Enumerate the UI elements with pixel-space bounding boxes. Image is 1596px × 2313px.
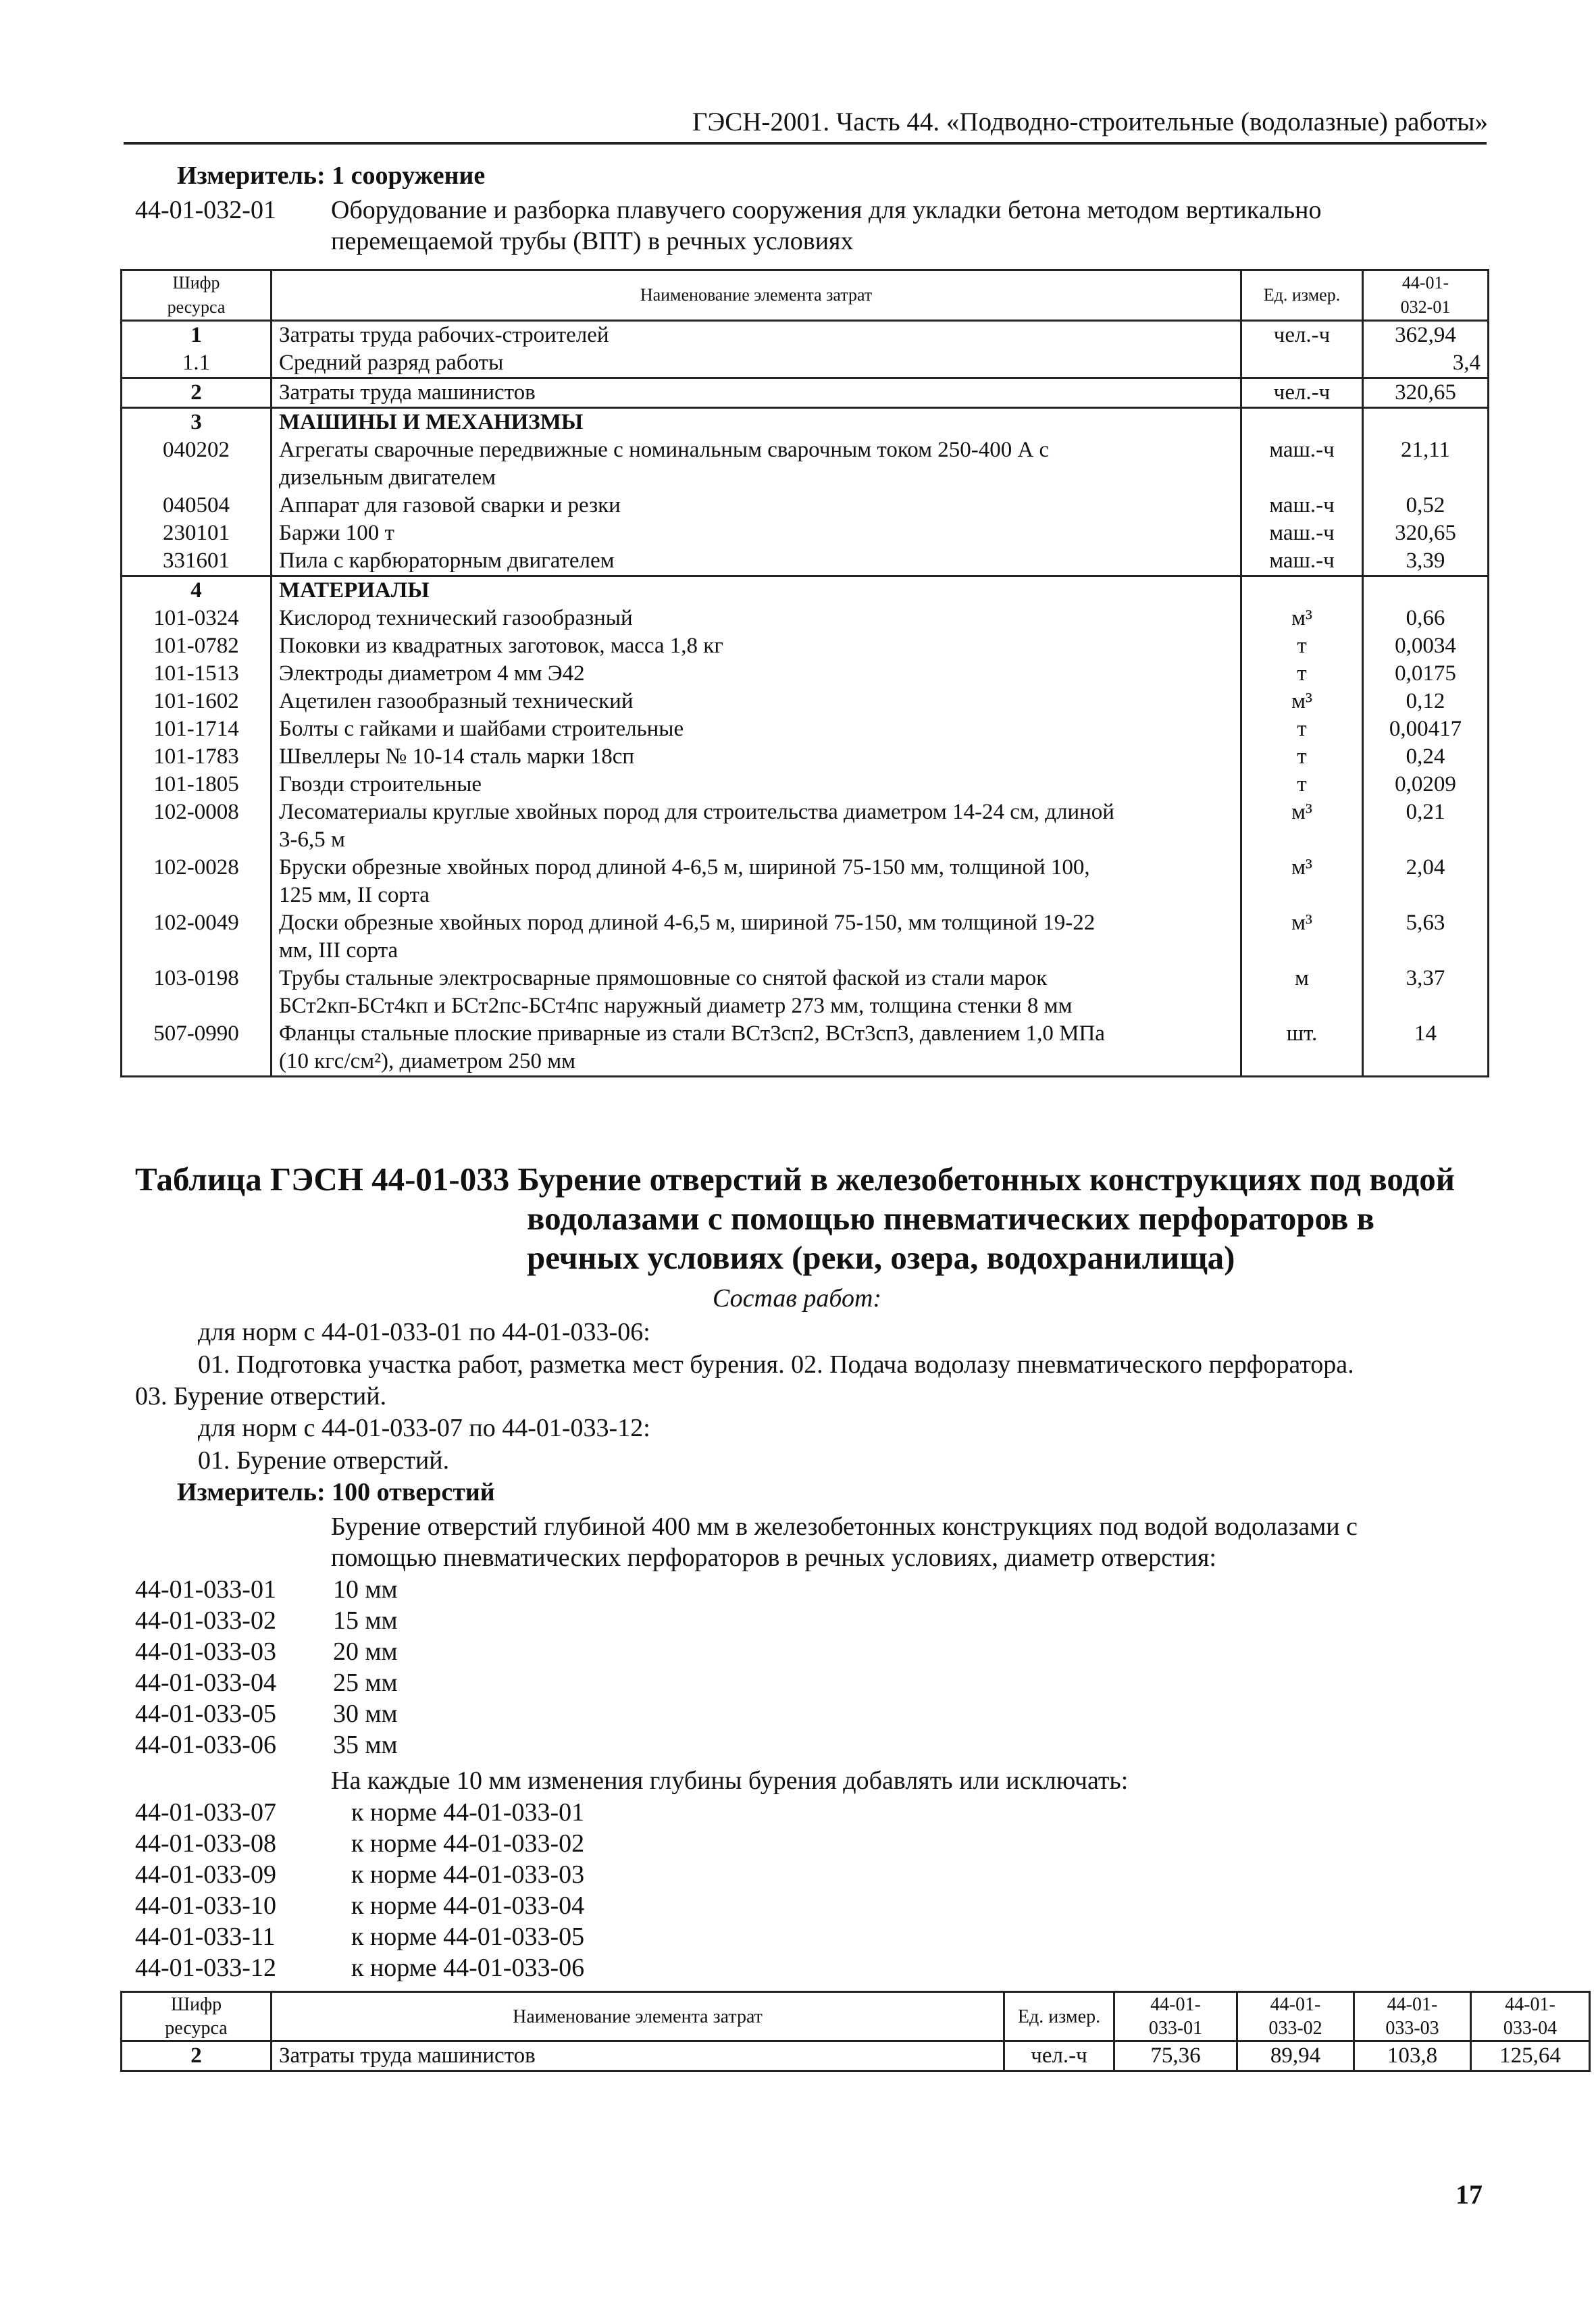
list-item-code: 44-01-033-12 <box>135 1954 276 1982</box>
section2-description-line1: Бурение отверстий глубиной 400 мм в железобетонных конструкциях под водой водолазами с <box>331 1513 1358 1541</box>
list-item-text: к норме 44-01-033-03 <box>351 1860 585 1889</box>
table-row: 331601 Пила с карбюраторным двигателем маш.-ч 3,39 <box>122 547 1489 576</box>
list-item-code: 44-01-033-01 <box>135 1575 276 1604</box>
list-item-text: 25 мм <box>333 1669 398 1697</box>
norm-texts-a <box>333 1574 398 1760</box>
table-row: 101-0324 Кислород технический газообразный м³ 0,66 <box>122 605 1489 632</box>
section1-description-line1: Оборудование и разборка плавучего сооружения для укладки бетона методом вертикально <box>331 196 1322 224</box>
list-item-text: к норме 44-01-033-04 <box>351 1891 585 1920</box>
table-row: 040504 Аппарат для газовой сварки и резки маш.-ч 0,52 <box>122 492 1489 519</box>
norms-range-2: для норм с 44-01-033-07 по 44-01-033-12: <box>198 1414 650 1442</box>
list-item-code: 44-01-033-07 <box>135 1798 276 1827</box>
norms-range-1: для норм с 44-01-033-01 по 44-01-033-06: <box>198 1318 650 1346</box>
col-header-norm-1: 44-01- 033-01 <box>1114 1992 1237 2041</box>
col-header-unit: Ед. измер. <box>1004 1992 1114 2041</box>
list-item-text: к норме 44-01-033-02 <box>351 1829 585 1858</box>
list-item-code: 44-01-033-09 <box>135 1860 276 1889</box>
table-row: 103-0198 Трубы стальные электросварные прямошовные со снятой фаской из стали марок БСт2кп-БСт4кп и БСт2пс-БСт4пс наружный диаметр 273 мм, толщина стенки 8 мм м 3,37 <box>122 965 1489 1020</box>
list-item-text: 10 мм <box>333 1575 398 1604</box>
list-item-code: 44-01-033-08 <box>135 1829 276 1858</box>
list-item-code: 44-01-033-10 <box>135 1891 276 1920</box>
table-row: 101-0782 Поковки из квадратных заготовок, масса 1,8 кг т 0,0034 <box>122 632 1489 660</box>
section2-description <box>331 1511 1358 1573</box>
list-item-text: к норме 44-01-033-06 <box>351 1954 585 1982</box>
list-item-text: 35 мм <box>333 1731 398 1759</box>
table-row: 2 Затраты труда машинистов чел.-ч 75,36 89,94 103,8 125,64 <box>122 2041 1590 2071</box>
header-divider <box>124 142 1487 145</box>
operations-1b: 03. Бурение отверстий. <box>135 1382 387 1410</box>
section2-meter: Измеритель: 100 отверстий <box>177 1478 495 1506</box>
table-row: 101-1513 Электроды диаметром 4 мм Э42 т 0,0175 <box>122 660 1489 688</box>
col-header-unit: Ед. измер. <box>1241 270 1363 321</box>
section2-description-line2: помощью пневматических перфораторов в речных условиях, диаметр отверстия: <box>331 1544 1216 1572</box>
col-header-norm-4: 44-01- 033-04 <box>1471 1992 1590 2041</box>
table-row: 101-1805 Гвозди строительные т 0,0209 <box>122 771 1489 798</box>
col-header-norm-2: 44-01- 033-02 <box>1237 1992 1354 2041</box>
section2-title <box>135 1160 1479 1277</box>
list-item-code: 44-01-033-03 <box>135 1637 276 1666</box>
table-row: 101-1714 Болты с гайками и шайбами строительные т 0,00417 <box>122 715 1489 743</box>
list-item-text: к норме 44-01-033-01 <box>351 1798 585 1827</box>
list-item-code: 44-01-033-04 <box>135 1669 276 1697</box>
norm-texts-b <box>351 1797 584 1983</box>
col-header-name: Наименование элемента затрат <box>272 1992 1004 2041</box>
table-row: 3 МАШИНЫ И МЕХАНИЗМЫ <box>122 408 1489 437</box>
table-row: 2 Затраты труда машинистов чел.-ч 320,65 <box>122 378 1489 408</box>
norm-codes-b <box>135 1797 276 1983</box>
list-item-code: 44-01-033-06 <box>135 1731 276 1759</box>
depth-note: На каждые 10 мм изменения глубины бурения добавлять или исключать: <box>331 1766 1129 1795</box>
table-row: 102-0008 Лесоматериалы круглые хвойных пород для строительства диаметром 14-24 см, длиной 3-6,5 м м³ 0,21 <box>122 798 1489 854</box>
section1-meter: Измеритель: 1 сооружение <box>177 161 486 190</box>
list-item-text: 20 мм <box>333 1637 398 1666</box>
table-row: 102-0049 Доски обрезные хвойных пород длиной 4-6,5 м, шириной 75-150, мм толщиной 19-22 мм, III сорта м³ 5,63 <box>122 909 1489 965</box>
list-item-text: 15 мм <box>333 1606 398 1635</box>
section2-title-line3: речных условиях (реки, озера, водохранилища) <box>527 1239 1235 1276</box>
col-header-code: Шифр ресурса <box>122 1992 272 2041</box>
composition-label: Состав работ: <box>713 1284 882 1313</box>
table-row: 1.1 Средний разряд работы 3,4 <box>122 349 1489 378</box>
operations-1: 01. Подготовка участка работ, разметка мест бурения. 02. Подача водолазу пневматического перфоратора. <box>198 1350 1354 1379</box>
list-item-text: к норме 44-01-033-05 <box>351 1923 585 1951</box>
resource-table-032 <box>120 269 1489 1077</box>
list-item-code: 44-01-033-11 <box>135 1923 276 1951</box>
col-header-norm: 44-01- 032-01 <box>1363 270 1489 321</box>
table-row: 4 МАТЕРИАЛЫ <box>122 576 1489 605</box>
table-row: 101-1602 Ацетилен газообразный технический м³ 0,12 <box>122 688 1489 715</box>
page-header: ГЭСН-2001. Часть 44. «Подводно-строительные (водолазные) работы» <box>692 107 1488 136</box>
resource-table-033 <box>120 1991 1591 2072</box>
table-header-row <box>122 270 1489 321</box>
col-header-code: Шифр ресурса <box>122 270 272 321</box>
table-row: 1 Затраты труда рабочих-строителей чел.-ч 362,94 <box>122 321 1489 350</box>
table-row: 040202 Агрегаты сварочные передвижные с номинальным сварочным током 250-400 А с дизельным двигателем маш.-ч 21,11 <box>122 436 1489 492</box>
operations-2: 01. Бурение отверстий. <box>198 1446 450 1475</box>
table-row: 102-0028 Бруски обрезные хвойных пород длиной 4-6,5 м, шириной 75-150 мм, толщиной 100, 125 мм, II сорта м³ 2,04 <box>122 854 1489 909</box>
list-item-code: 44-01-033-05 <box>135 1700 276 1728</box>
section1-code: 44-01-032-01 <box>135 196 276 224</box>
list-item-text: 30 мм <box>333 1700 398 1728</box>
section2-title-line2: водолазами с помощью пневматических перфораторов в <box>527 1200 1375 1237</box>
table-row: 507-0990 Фланцы стальные плоские приварные из стали ВСт3сп2, ВСт3сп3, давлением 1,0 МПа (10 кгс/см²), диаметром 250 мм шт. 14 <box>122 1020 1489 1077</box>
norm-codes-a <box>135 1574 276 1760</box>
table-row: 230101 Баржи 100 т маш.-ч 320,65 <box>122 519 1489 547</box>
list-item-code: 44-01-033-02 <box>135 1606 276 1635</box>
table-row: 101-1783 Швеллеры № 10-14 сталь марки 18сп т 0,24 <box>122 743 1489 771</box>
section1-description-line2: перемещаемой трубы (ВПТ) в речных условиях <box>331 227 854 255</box>
section2-title-line1: Таблица ГЭСН 44-01-033 Бурение отверстий в железобетонных конструкциях под водой <box>135 1161 1455 1198</box>
col-header-norm-3: 44-01- 033-03 <box>1354 1992 1471 2041</box>
col-header-name: Наименование элемента затрат <box>272 270 1241 321</box>
page-number: 17 <box>1456 2179 1483 2210</box>
section1-description <box>331 195 1321 257</box>
table-header-row <box>122 1992 1590 2041</box>
